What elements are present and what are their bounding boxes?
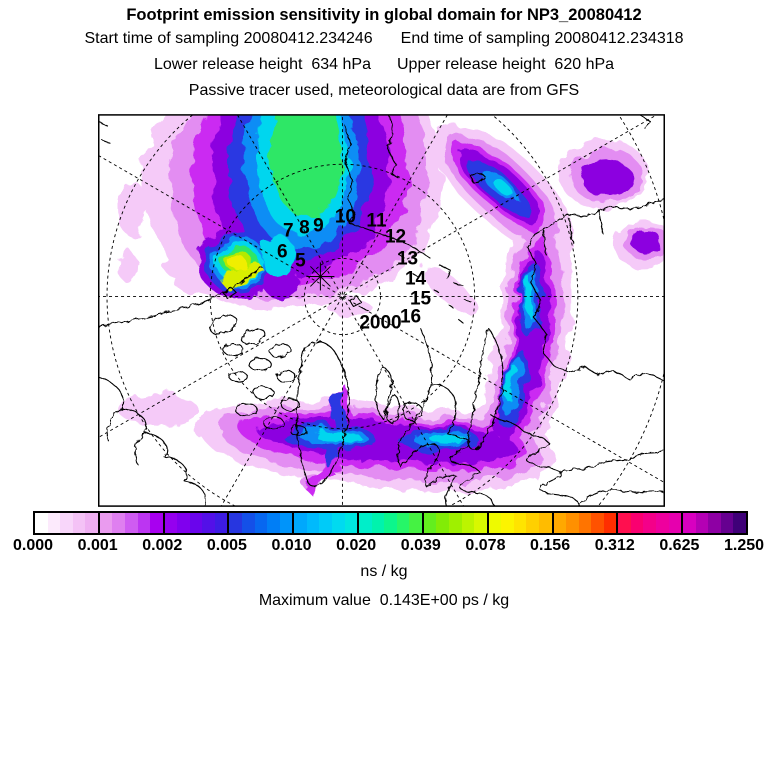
colorbar-cell: [579, 513, 592, 533]
colorbar-cell: [721, 513, 734, 533]
station-label-15: 15: [409, 288, 432, 310]
station-label-14: 14: [404, 268, 427, 290]
colorbar-tick-label-0.312: 0.312: [594, 537, 635, 554]
colorbar-ticks: [0, 537, 768, 555]
colorbar-cell: [359, 513, 372, 533]
colorbar-cell: [100, 513, 113, 533]
plume-shape: [581, 160, 633, 196]
colorbar-tick-label-1.250: 1.250: [723, 537, 765, 554]
colorbar-cell: [591, 513, 604, 533]
tracer-note-text: Passive tracer used, meteorological data are from GFS: [188, 82, 580, 99]
station-label-13: 13: [396, 248, 419, 270]
plume-shape: [116, 248, 136, 280]
colorbar-cell: [150, 513, 163, 533]
colorbar-cell: [35, 513, 48, 533]
colorbar-tick-label-0.078: 0.078: [465, 537, 506, 554]
colorbar-cell: [643, 513, 656, 533]
colorbar-cell: [526, 513, 539, 533]
colorbar-cell: [514, 513, 527, 533]
colorbar-cell: [604, 513, 617, 533]
colorbar-cell: [48, 513, 61, 533]
release-heights-line: [0, 56, 768, 74]
colorbar-cell: [566, 513, 579, 533]
colorbar-tick-label-0.625: 0.625: [659, 537, 700, 554]
colorbar-cell: [294, 513, 307, 533]
colorbar-cell: [229, 513, 242, 533]
colorbar-cell: [138, 513, 151, 533]
colorbar-cell: [255, 513, 268, 533]
colorbar-cell: [307, 513, 320, 533]
station-label-12: 12: [384, 226, 407, 248]
title-text: Footprint emission sensitivity in global domain for NP3_20080412: [126, 6, 642, 24]
plume-shape: [631, 229, 661, 253]
colorbar-tick-label-0.020: 0.020: [336, 537, 377, 554]
colorbar-cell: [267, 513, 280, 533]
colorbar-segment-3: [227, 513, 292, 533]
colorbar-cell: [539, 513, 552, 533]
colorbar-segment-8: [552, 513, 617, 533]
colorbar-cell: [165, 513, 178, 533]
colorbar-tick-label-0.001: 0.001: [77, 537, 118, 554]
page-title: [0, 6, 768, 25]
colorbar-cell: [683, 513, 696, 533]
colorbar-segment-9: [616, 513, 681, 533]
colorbar-cell: [190, 513, 203, 533]
station-label-5: 5: [295, 250, 306, 272]
colorbar-cell: [177, 513, 190, 533]
colorbar-cell: [280, 513, 293, 533]
colorbar-tick-label-0.156: 0.156: [530, 537, 571, 554]
colorbar-cell: [554, 513, 567, 533]
colorbar-segment-1: [98, 513, 163, 533]
colorbar-segment-0: [35, 513, 98, 533]
station-label-11: 11: [366, 210, 387, 232]
station-label-16: 16: [399, 306, 422, 328]
colorbar-segment-6: [422, 513, 487, 533]
colorbar-cell: [618, 513, 631, 533]
colorbar-cell: [708, 513, 721, 533]
colorbar-cell: [696, 513, 709, 533]
colorbar-cell: [332, 513, 345, 533]
colorbar-tick-label-0.005: 0.005: [206, 537, 247, 554]
colorbar-cell: [112, 513, 125, 533]
colorbar-cell: [397, 513, 410, 533]
colorbar-cell: [384, 513, 397, 533]
colorbar-cell: [424, 513, 437, 533]
colorbar-cell: [319, 513, 332, 533]
colorbar-cell: [85, 513, 98, 533]
upper-release-text: Upper release height 620 hPa: [397, 56, 615, 73]
colorbar-cell: [242, 513, 255, 533]
station-label-9: 9: [313, 215, 324, 237]
colorbar-cell: [656, 513, 669, 533]
colorbar-cell: [669, 513, 682, 533]
colorbar-cell: [733, 513, 746, 533]
colorbar-tick-label-0.010: 0.010: [271, 537, 312, 554]
end-time-text: End time of sampling 20080412.234318: [400, 30, 684, 47]
lower-release-text: Lower release height 634 hPa: [153, 56, 371, 73]
colorbar-tick-label-0.002: 0.002: [142, 537, 183, 554]
colorbar-cell: [202, 513, 215, 533]
release-location-marker: [306, 262, 334, 290]
colorbar-cell: [489, 513, 502, 533]
colorbar-cell: [125, 513, 138, 533]
colorbar-cell: [631, 513, 644, 533]
colorbar-segment-7: [487, 513, 552, 533]
tracer-note-line: [0, 82, 768, 100]
colorbar-cell: [474, 513, 487, 533]
colorbar-segment-10: [681, 513, 746, 533]
colorbar-segment-4: [292, 513, 357, 533]
colorbar-cell: [436, 513, 449, 533]
colorbar-cell: [345, 513, 358, 533]
station-label-8: 8: [299, 217, 310, 239]
colorbar-cell: [501, 513, 514, 533]
plume-shape: [316, 432, 360, 442]
colorbar-cell: [449, 513, 462, 533]
colorbar-cell: [409, 513, 422, 533]
sampling-times-line: [0, 30, 768, 48]
colorbar: [33, 511, 748, 535]
start-time-text: Start time of sampling 20080412.234246: [84, 30, 373, 47]
colorbar-units-label: ns / kg: [360, 563, 408, 580]
colorbar-segment-5: [357, 513, 422, 533]
plume-shape: [431, 435, 467, 445]
colorbar-segment-2: [163, 513, 228, 533]
colorbar-tick-label-0.039: 0.039: [400, 537, 441, 554]
station-label-2000: 2000: [359, 312, 402, 334]
colorbar-cell: [60, 513, 73, 533]
station-label-6: 6: [277, 241, 288, 263]
colorbar-tick-label-0.000: 0.000: [12, 537, 54, 554]
polar-map: [98, 114, 665, 507]
max-value-label: Maximum value 0.143E+00 ps / kg: [258, 592, 510, 609]
colorbar-cell: [372, 513, 385, 533]
station-label-7: 7: [283, 220, 294, 242]
colorbar-cell: [73, 513, 86, 533]
station-label-10: 10: [334, 206, 357, 228]
colorbar-cell: [215, 513, 228, 533]
colorbar-cell: [462, 513, 475, 533]
